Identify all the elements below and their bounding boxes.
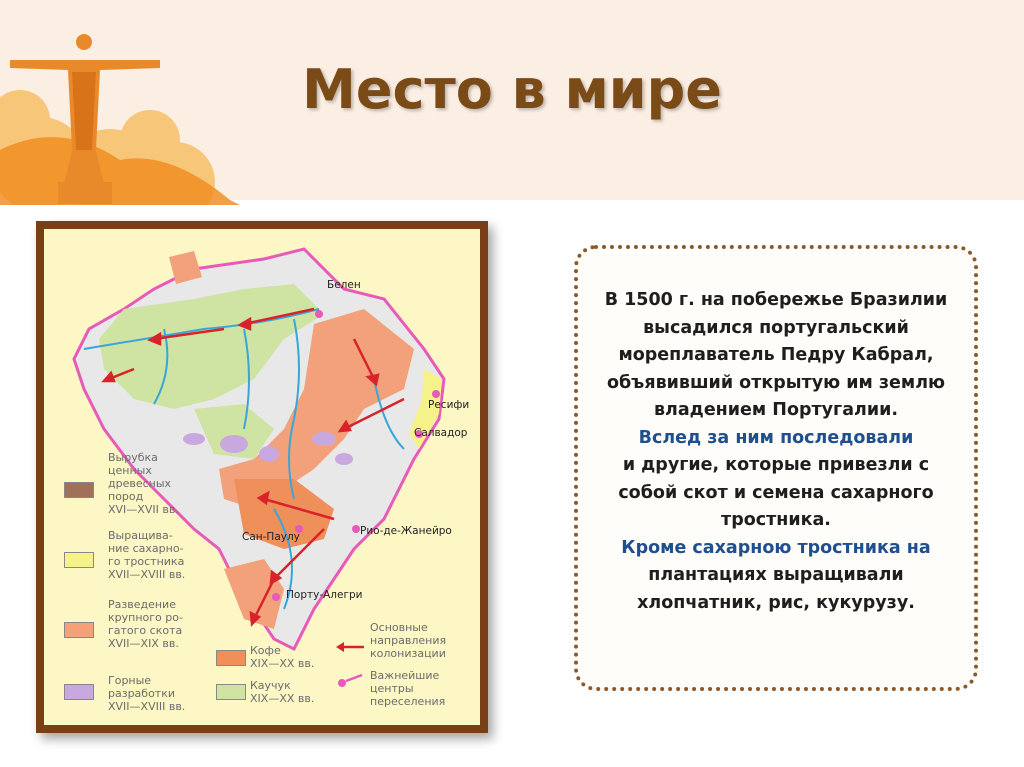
brazil-colonization-map <box>44 229 480 725</box>
legend-swatch-coffee <box>216 650 246 666</box>
description-box <box>574 245 978 691</box>
slide-title: Место в мире <box>302 58 722 121</box>
legend-swatch-mining <box>64 684 94 700</box>
city-sao-paulo: Сан-Паулу <box>242 531 300 543</box>
legend-swatch-sugar <box>64 552 94 568</box>
city-rio: Рио-де-Жанейро <box>360 525 452 537</box>
city-recife: Ресифи <box>428 399 470 411</box>
legend-swatch-cattle <box>64 622 94 638</box>
description-text: В 1500 г. на побережье Бразилии высадился португальский мореплаватель Педру Кабрал, объявивший открытую им землю владением Португалии. Вслед за ним последовали и другие, которые привезли с собой скот и семена сахарного тростника. Кроме сахарною тростника на плантациях выращивали хлопчатник, рис, кукурузу. <box>604 290 948 613</box>
city-porto-alegre: Порту-Алегри <box>286 589 363 601</box>
legend-rubber: Каучук XIX—XX вв. <box>250 679 315 705</box>
legend-directions: Основные направления колонизации <box>370 621 447 660</box>
legend-arrow-icons <box>334 625 368 695</box>
legend-cattle: Разведение крупного ро- гатого скота XVII—XIX вв. <box>108 598 183 650</box>
legend-centers: Важнейшие центры переселения <box>370 669 446 708</box>
legend-mining: Горные разработки XVII—XVIII вв. <box>108 674 186 713</box>
legend-timber: Вырубка ценных древесных пород XVI—XVII вв. <box>108 451 179 516</box>
map-frame <box>36 221 488 733</box>
legend-swatch-timber <box>64 482 94 498</box>
legend-coffee: Кофе XIX—XX вв. <box>250 644 315 670</box>
city-salvador: Салвадор <box>414 427 468 439</box>
legend-sugar: Выращива- ние сахарно- го тростника XVII—XVIII вв. <box>108 529 186 581</box>
legend-swatch-rubber <box>216 684 246 700</box>
city-belen: Белен <box>327 279 361 291</box>
